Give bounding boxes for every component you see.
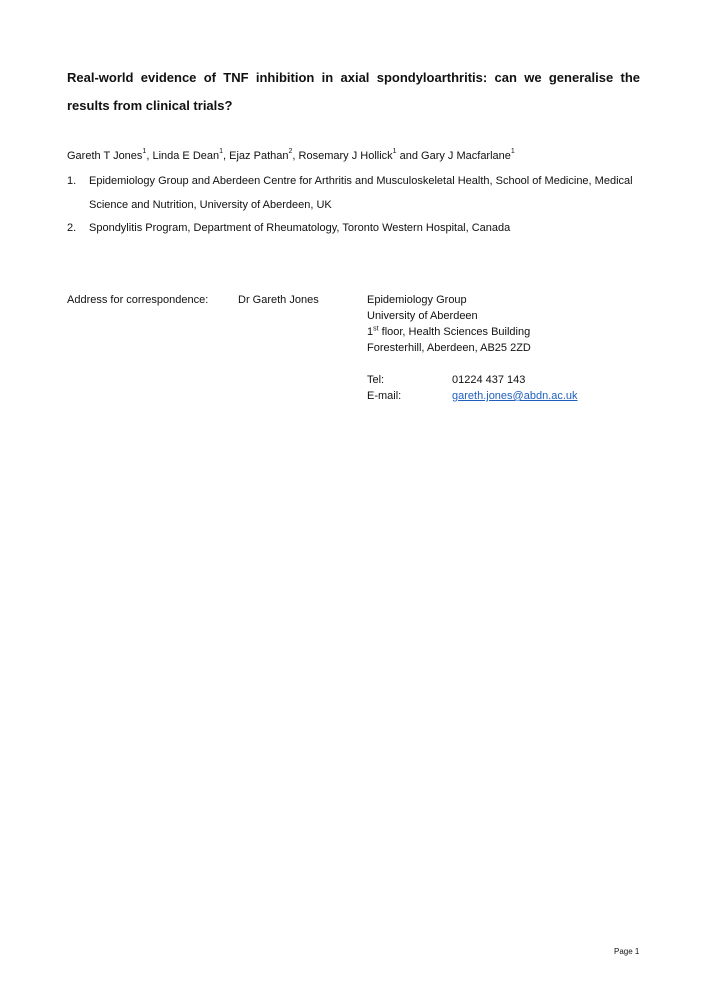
author-separator: and — [396, 150, 422, 162]
floor-ordinal: st — [373, 325, 379, 333]
author-affiliation-marker: 1 — [142, 148, 147, 156]
floor-number: 1 — [367, 326, 374, 338]
address-line: University of Aberdeen — [367, 310, 478, 322]
author-name: Rosemary J Hollick — [298, 150, 393, 162]
author-name: Gareth T Jones — [67, 150, 143, 162]
paper-title: Real-world evidence of TNF inhibition in axial spondyloarthritis: can we generalise the results from clinical trials? — [67, 70, 640, 113]
tel-value: 01224 437 143 — [452, 374, 526, 386]
author-affiliation-marker: 1 — [219, 148, 224, 156]
email-label: E-mail: — [367, 390, 402, 402]
page-number: Page 1 — [614, 947, 640, 956]
author-separator: , — [292, 150, 299, 162]
author-separator: , — [223, 150, 230, 162]
email-container — [452, 388, 578, 404]
tel-label: Tel: — [367, 374, 385, 386]
author-affiliation-marker: 2 — [288, 148, 293, 156]
author-separator: , — [146, 150, 153, 162]
address-line: Foresterhill, Aberdeen, AB25 2ZD — [367, 342, 531, 354]
affiliation-text: Epidemiology Group and Aberdeen Centre for Arthritis and Musculoskeletal Health, School of Medicine, Medical Science and Nutrition, University of Aberdeen, UK — [89, 175, 633, 211]
author-name: Gary J Macfarlane — [421, 150, 511, 162]
email-link[interactable]: gareth.jones@abdn.ac.uk — [452, 390, 578, 402]
author-name: Ejaz Pathan — [229, 150, 289, 162]
author-list — [67, 149, 667, 164]
author-name: Linda E Dean — [152, 150, 220, 162]
affiliation-item — [67, 169, 657, 217]
affiliation-number: 1. — [67, 175, 77, 187]
author-affiliation-marker: 1 — [510, 148, 515, 156]
address-line: Epidemiology Group — [367, 294, 467, 306]
correspondence-name: Dr Gareth Jones — [238, 294, 319, 306]
address-line — [367, 324, 530, 340]
author-affiliation-marker: 1 — [392, 148, 397, 156]
affiliation-text: Spondylitis Program, Department of Rheumatology, Toronto Western Hospital, Canada — [89, 222, 511, 234]
affiliation-number: 2. — [67, 222, 77, 234]
floor-building: floor, Health Sciences Building — [378, 326, 531, 338]
affiliation-item — [67, 216, 657, 240]
correspondence-label: Address for correspondence: — [67, 294, 209, 306]
